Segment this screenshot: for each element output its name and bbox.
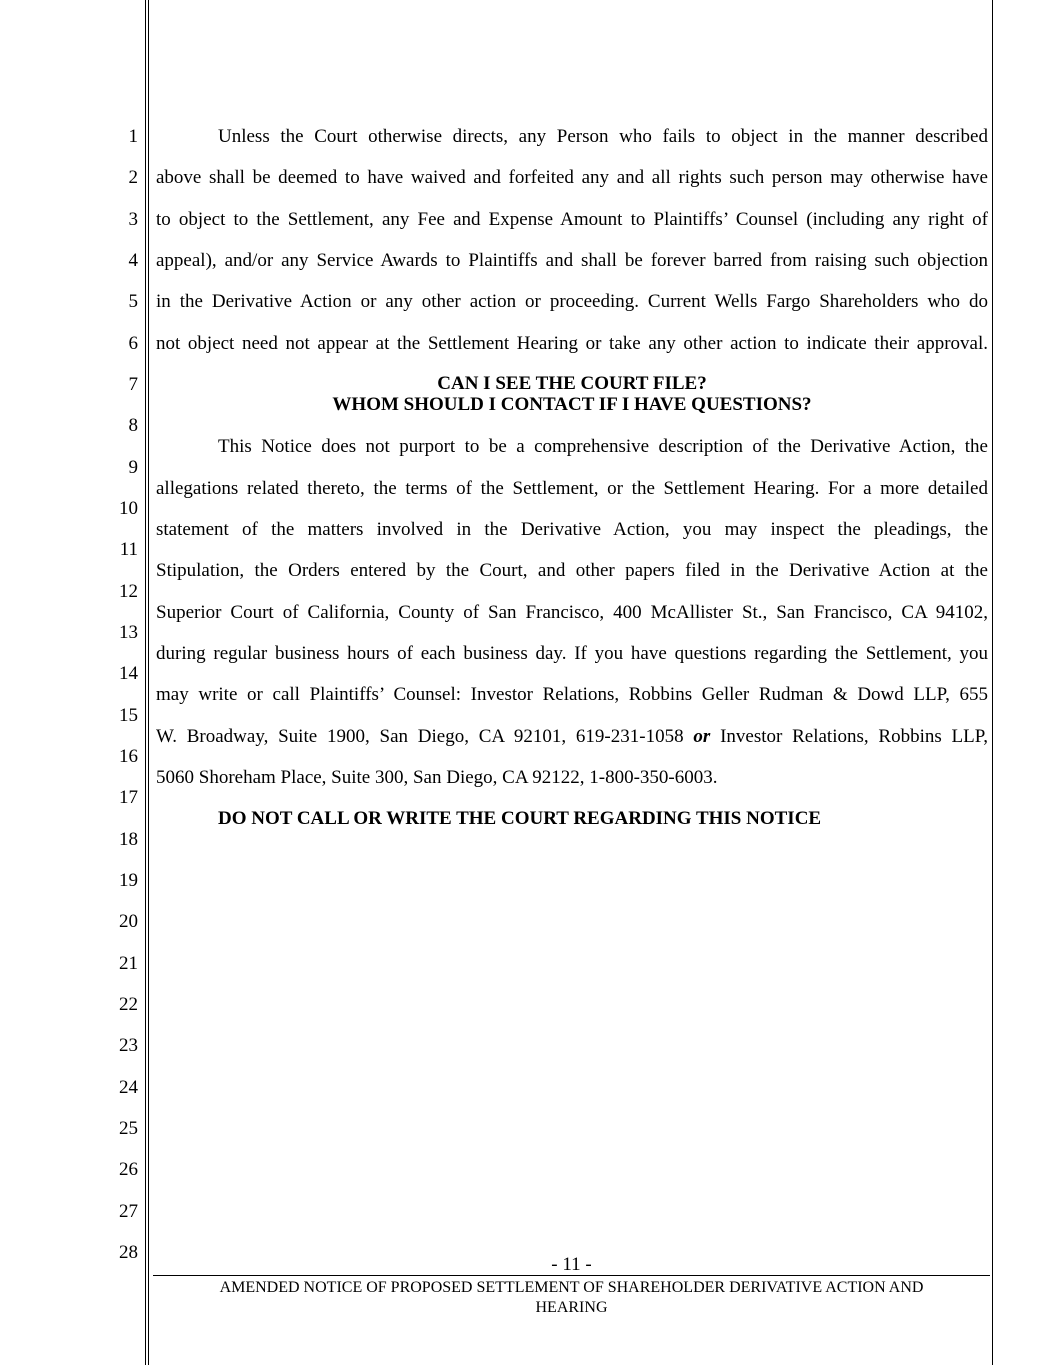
line-number: 9 [128, 457, 138, 478]
paragraph-line: in the Derivative Action or any other action or proceeding. Current Wells Fargo Shareholders who do [156, 291, 988, 312]
paragraph-line: statement of the matters involved in the Derivative Action, you may inspect the pleadings, the [156, 519, 988, 540]
line-number: 6 [128, 333, 138, 354]
line-number: 26 [119, 1159, 138, 1180]
line-number: 5 [128, 291, 138, 312]
line-number: 11 [119, 539, 138, 560]
left-margin-rule-outer [145, 0, 146, 1365]
paragraph-line: allegations related thereto, the terms of the Settlement, or the Settlement Hearing. For a more detailed [156, 478, 988, 499]
text-run: Investor Relations, Robbins LLP, [710, 726, 988, 747]
line-number: 2 [128, 167, 138, 188]
line-number: 8 [128, 415, 138, 436]
paragraph-line [156, 726, 988, 748]
line-number: 4 [128, 250, 138, 271]
heading-line: WHOM SHOULD I CONTACT IF I HAVE QUESTIONS? [332, 394, 812, 415]
paragraph-line: during regular business hours of each business day. If you have questions regarding the Settlement, you [156, 643, 988, 664]
line-number: 10 [119, 498, 138, 519]
heading-line: CAN I SEE THE COURT FILE? [437, 373, 707, 394]
right-margin-rule [992, 0, 993, 1365]
page-number: - 11 - [551, 1254, 592, 1275]
paragraph-line: Stipulation, the Orders entered by the Court, and other papers filed in the Derivative Action at the [156, 560, 988, 581]
paragraph-line: to object to the Settlement, any Fee and Expense Amount to Plaintiffs’ Counsel (including any right of [156, 209, 988, 230]
footer-title-line: HEARING [535, 1299, 608, 1316]
line-number: 3 [128, 209, 138, 230]
line-number: 21 [119, 953, 138, 974]
paragraph-line: Superior Court of California, County of San Francisco, 400 McAllister St., San Francisco, CA 94102, [156, 602, 988, 623]
line-number: 24 [119, 1077, 138, 1098]
paragraph-line: Unless the Court otherwise directs, any Person who fails to object in the manner described [218, 126, 988, 147]
line-number: 16 [119, 746, 138, 767]
line-number: 7 [128, 374, 138, 395]
footer-rule [153, 1275, 990, 1276]
line-number: 18 [119, 829, 138, 850]
paragraph-line: 5060 Shoreham Place, Suite 300, San Diego, CA 92122, 1-800-350-6003. [156, 767, 718, 788]
paragraph-line: above shall be deemed to have waived and forfeited any and all rights such person may otherwise have [156, 167, 988, 188]
line-number: 12 [119, 581, 138, 602]
do-not-call-warning: DO NOT CALL OR WRITE THE COURT REGARDING THIS NOTICE [218, 808, 822, 829]
line-number: 1 [128, 126, 138, 147]
line-number: 27 [119, 1201, 138, 1222]
line-number: 28 [119, 1242, 138, 1263]
line-number: 17 [119, 787, 138, 808]
line-number: 14 [119, 663, 138, 684]
text-run: W. Broadway, Suite 1900, San Diego, CA 92101, 619-231-1058 [156, 726, 694, 747]
emphasis-or: or [693, 726, 711, 747]
line-number: 13 [119, 622, 138, 643]
line-number: 19 [119, 870, 138, 891]
line-number: 25 [119, 1118, 138, 1139]
paragraph-line: not object need not appear at the Settlement Hearing or take any other action to indicate their approval. [156, 333, 988, 354]
line-number: 23 [119, 1035, 138, 1056]
footer-title-line: AMENDED NOTICE OF PROPOSED SETTLEMENT OF SHAREHOLDER DERIVATIVE ACTION AND [219, 1279, 924, 1296]
footer-document-title [153, 1278, 990, 1318]
paragraph-line: appeal), and/or any Service Awards to Plaintiffs and shall be forever barred from raising such objection [156, 250, 988, 271]
left-margin-rule-inner [148, 0, 149, 1365]
paragraph-line: This Notice does not purport to be a comprehensive description of the Derivative Action, the [218, 436, 988, 457]
line-number: 20 [119, 911, 138, 932]
paragraph-line: may write or call Plaintiffs’ Counsel: Investor Relations, Robbins Geller Rudman & Dowd LLP, 655 [156, 684, 988, 705]
line-number: 22 [119, 994, 138, 1015]
line-number: 15 [119, 705, 138, 726]
